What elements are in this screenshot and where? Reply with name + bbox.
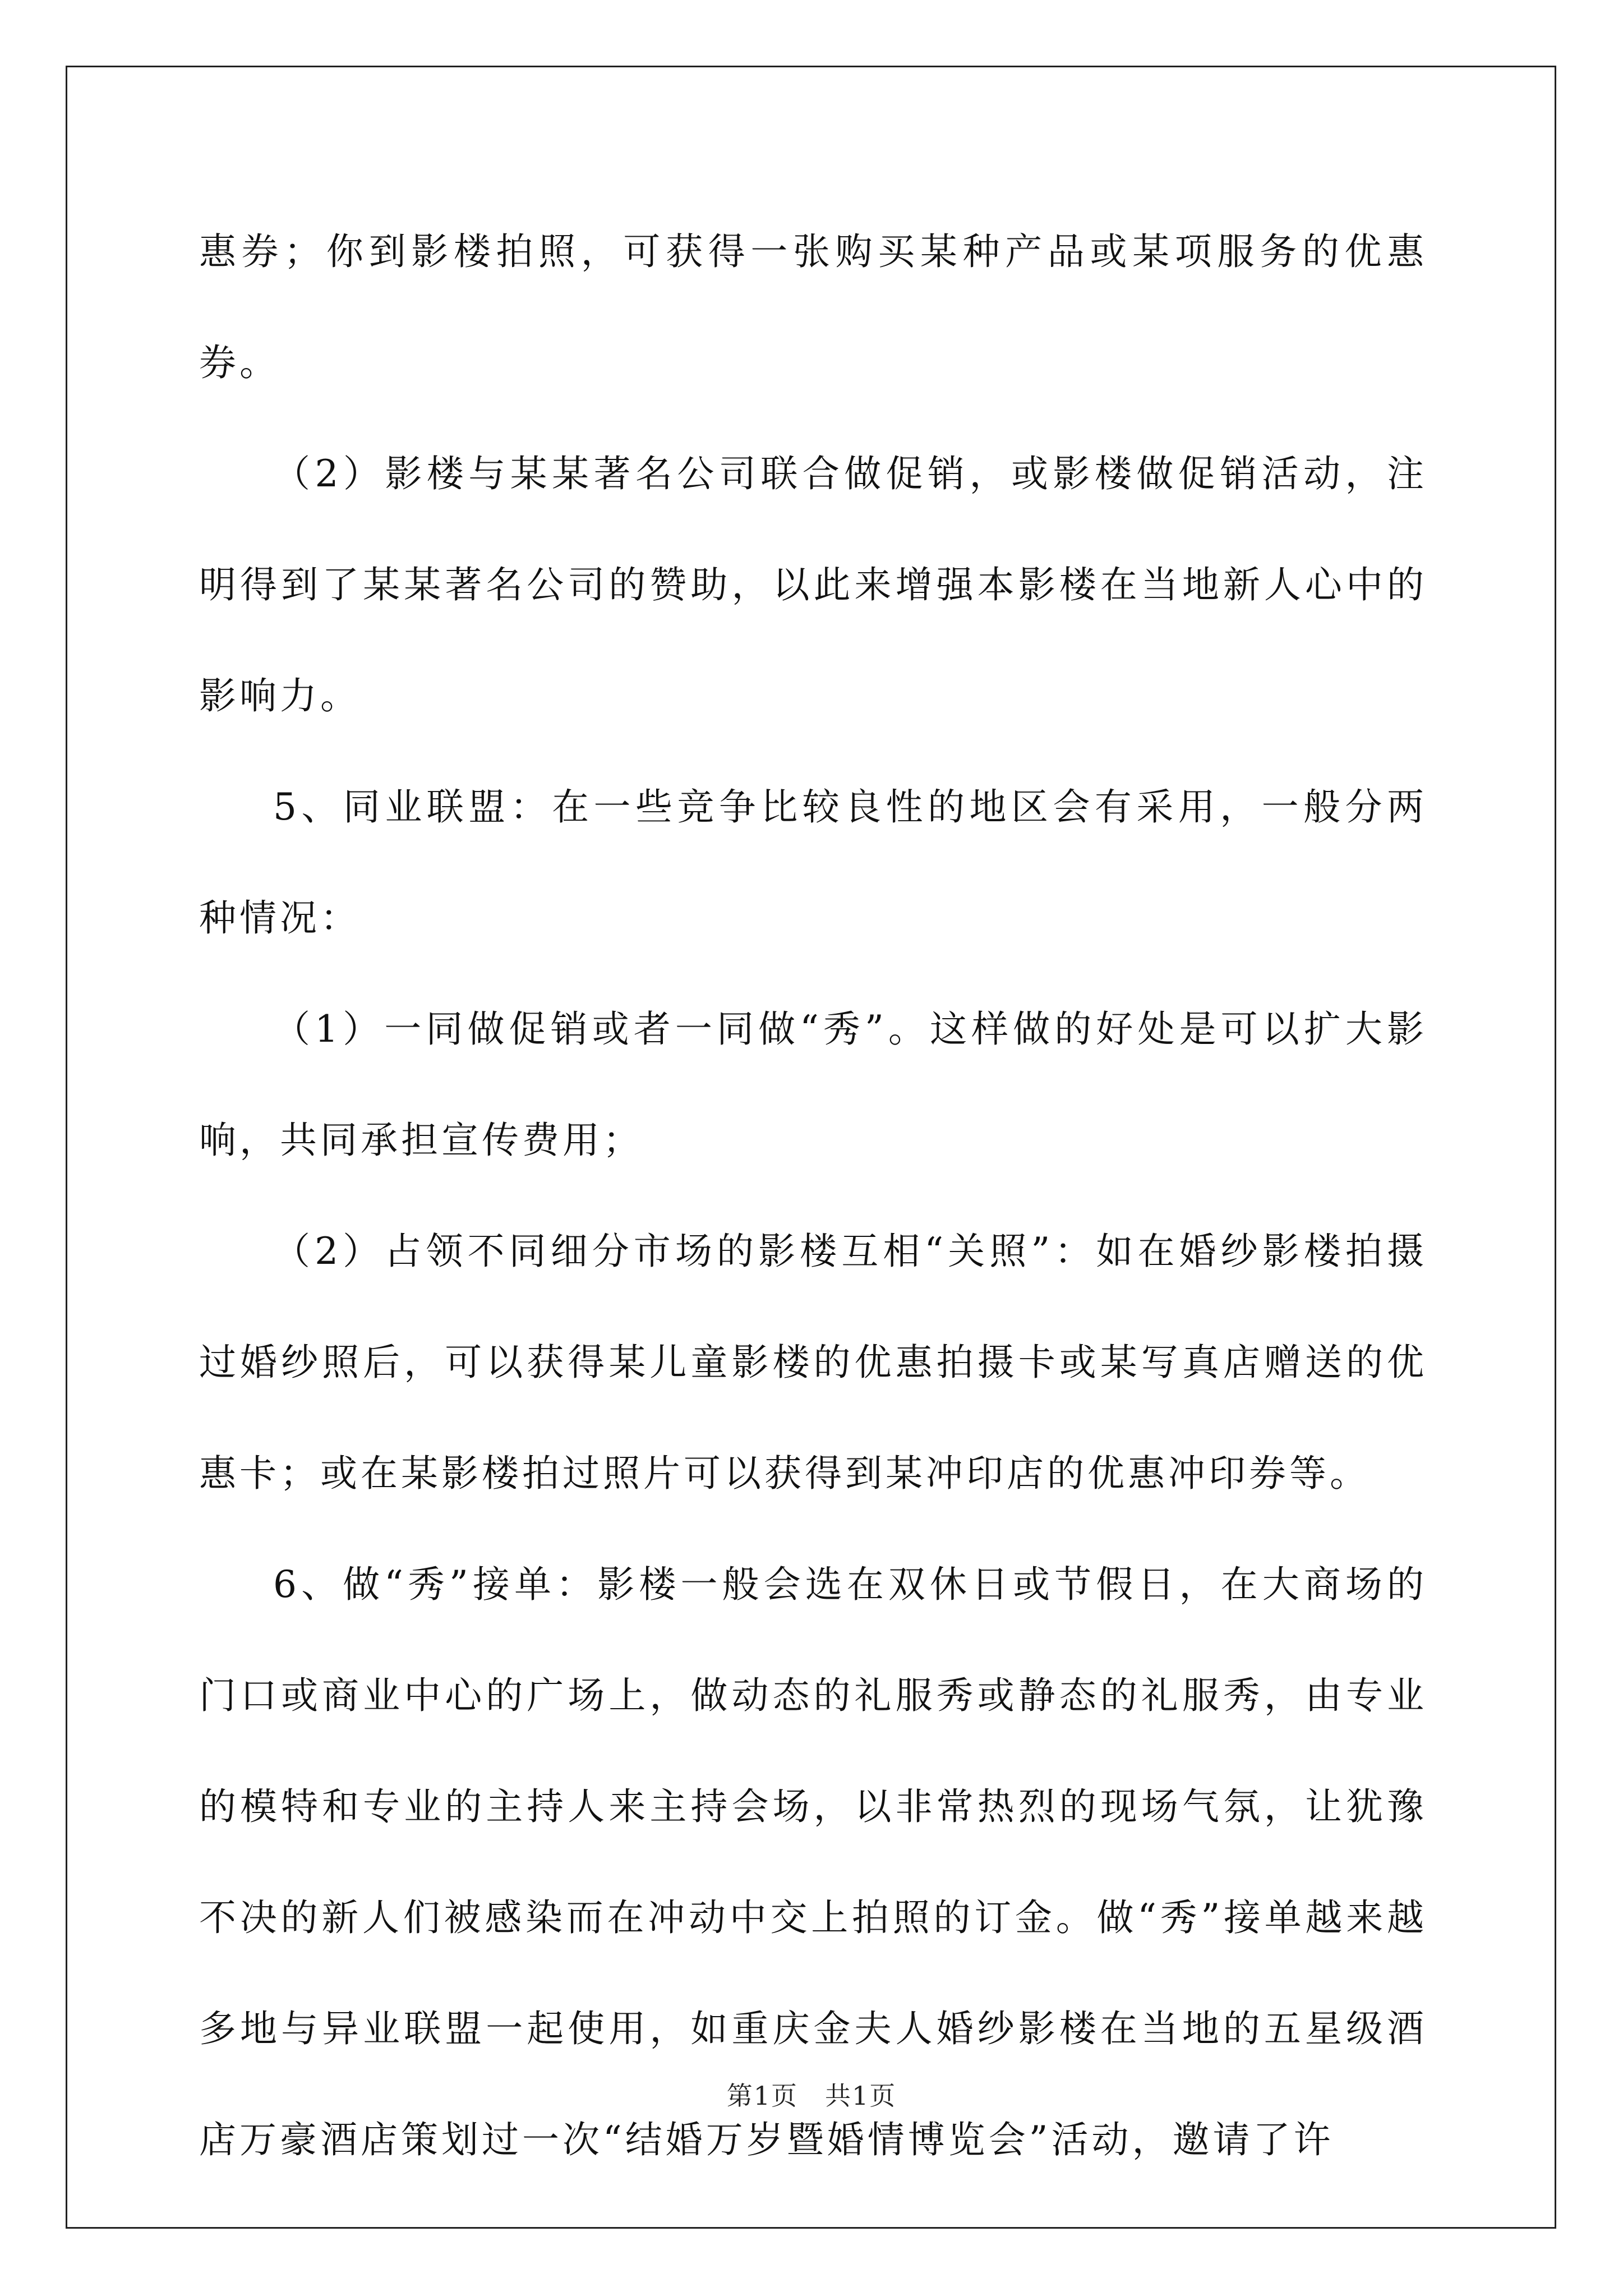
paragraph-item-1-joint-promotion: （1）一同做促销或者一同做“秀”。这样做的好处是可以扩大影响，共同承担宣传费用； <box>199 1007 1427 1162</box>
paragraph-section-6-show: 6、做“秀”接单：影楼一般会选在双休日或节假日，在大商场的门口或商业中心的广场上，做动态的礼服秀或静态的礼服秀，由专业的模特和专业的主持人来主持会场，以非常热烈的现场气氛，让犹豫不决的新人们被感染而在冲动中交上拍照的订金。做“秀”接单越来越多地与异业联盟一起使用，如重庆金夫人婚纱影楼在当地的五星级酒店万豪酒店策划过一次“结婚万岁暨婚情博览会”活动，邀请了许 <box>199 1563 1427 2161</box>
paragraph-item-2-mutual-referral: （2）占领不同细分市场的影楼互相“关照”：如在婚纱影楼拍摄过婚纱照后，可以获得某儿童影楼的优惠拍摄卡或某写真店赠送的优惠卡；或在某影楼拍过照片可以获得到某冲印店的优惠冲印券等。 <box>199 1230 1427 1495</box>
paragraph-continuation: 惠券；你到影楼拍照，可获得一张购买某种产品或某项服务的优惠券。 <box>199 230 1427 384</box>
page-footer: 第1页 共1页 <box>726 2081 897 2111</box>
paragraph-item-2-sponsorship: （2）影楼与某某著名公司联合做促销，或影楼做促销活动，注明得到了某某著名公司的赞助，以此来增强本影楼在当地新人心中的影响力。 <box>199 452 1427 717</box>
document-body <box>199 196 1427 2196</box>
paragraph-section-5-heading: 5、同业联盟：在一些竞争比较良性的地区会有采用，一般分两种情况： <box>199 785 1427 940</box>
